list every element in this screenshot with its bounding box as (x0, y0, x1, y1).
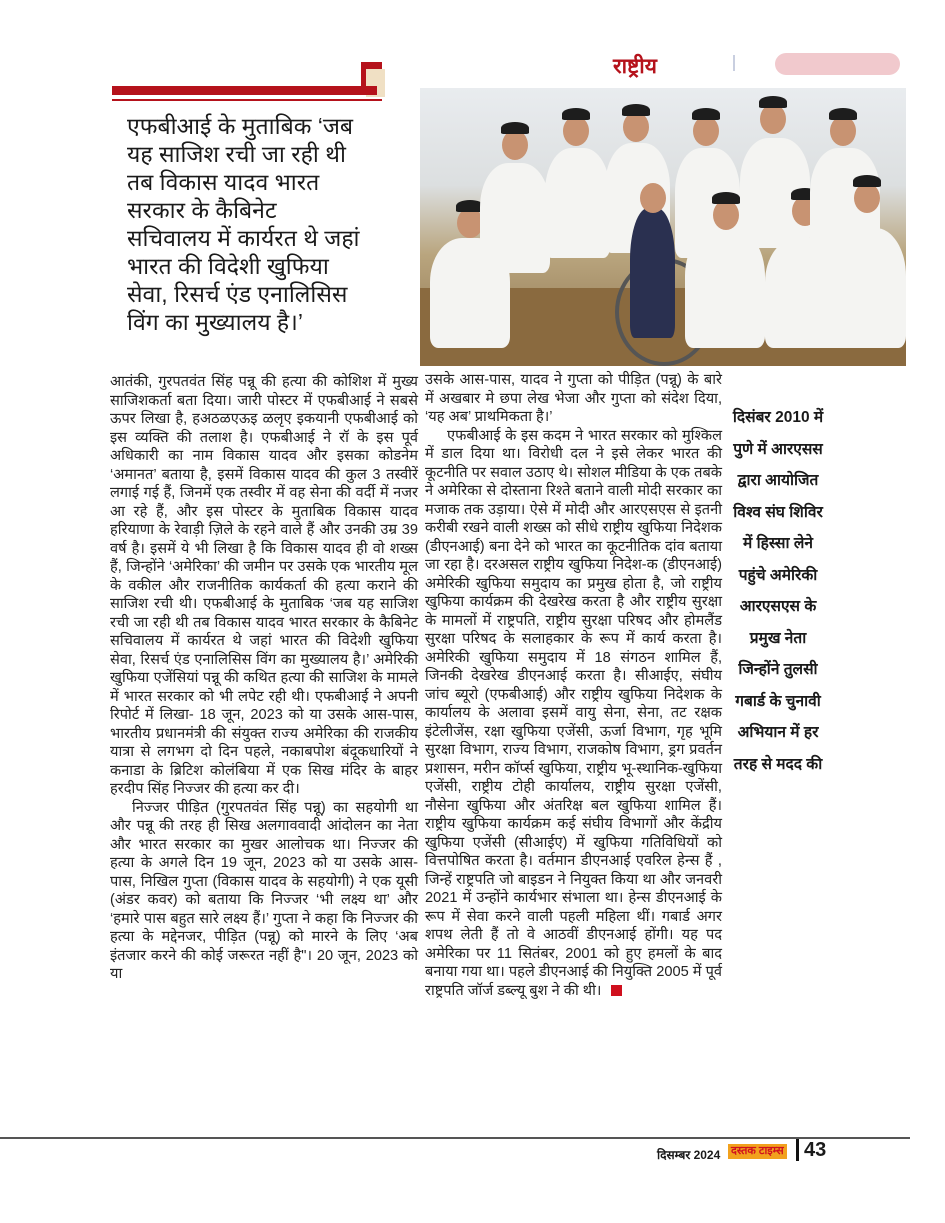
pull-quote-line: तब विकास यादव भारत (127, 169, 320, 195)
pull-quote-line: सचिवालय में कार्यरत थे जहां (127, 225, 360, 251)
group-photo (420, 88, 906, 366)
footer-rule (0, 1137, 910, 1139)
photo-head (693, 116, 719, 146)
pull-quote (127, 112, 412, 336)
caption-line: तरह से मदद की (733, 755, 823, 773)
article-column-middle (425, 371, 722, 1000)
photo-cap (712, 192, 740, 204)
caption-line: पुणे में आरएसस (733, 440, 823, 458)
caption-line: अभियान में हर (737, 724, 819, 741)
article-paragraph: आतंकी, गुरपतवंत सिंह पन्नू की हत्या की कोशिश में मुख्य साजिशकर्ता बता दिया। जारी पोस्टर में एफबीआई ने सबसे ऊपर लिखा है, हअठळएऊइ ळलृए इकयानी एफबीआई को इस व्यक्ति की तलाश है। एफबीआई ने रॉ के इस पूर्व अधिकारी का नाम विकास यादव और इसका कोडनेम ‘अमानत’ बताया है, इसमें विकास यादव की कुल 3 तस्वीरें लगाई गई हैं, जिनमें एक तस्वीर में वह सेना की वर्दी में नजर आ रहे हैं, और इस पोस्टर के मुताबिक विकास यादव हरियाणा के रेवाड़ी ज़िले के रहने वाले हैं और उनकी उम्र 39 वर्ष है। इसमें ये भी लिखा है कि विकास यादव ही वो शख्स हैं, जिन्होंने ‘अमेरिका’ की जमीन पर उसके एक भारतीय मूल के वकील और राजनीतिक कार्यकर्ता की हत्या कराने की साजिश रची थी। एफबीआई के मुताबिक ‘जब यह साजिश रची जा रही थी तब विकास यादव भारत सरकार के कैबिनेट सचिवालय में कार्यरत थे जहां भारत की विदेशी खुफिया सेवा, रिसर्च एंड एनालिसिस विंग का मुख्यालय है।’ अमेरिकी खुफिया एजेंसियां पन्नू की कथित हत्या की साजिश के मामले में भारत सरकार को भी लपेट रही थी। एफबीआई ने अपनी रिपोर्ट में लिखा- 18 जून, 2023 को या उसके आस-पास, भारतीय प्रधानमंत्री की संयुक्त राज्य अमेरिका की राजकीय यात्रा से लगभग दो दिन पहले, नकाबपोश बंदूकधारियों ने कनाडा के ब्रिटिश कोलंबिया में एक सिख मंदिर के बाहर हरदीप सिंह निज्जर की हत्या कर दी। (110, 374, 418, 797)
article-paragraph-wrap (425, 427, 722, 1001)
pull-quote-line: एफबीआई के मुताबिक ‘जब (127, 113, 354, 139)
caption-line: पहुंचे अमेरिकी (738, 566, 818, 584)
caption-line: विश्व संघ शिविर (733, 503, 823, 521)
page-number: 43 (804, 1139, 827, 1161)
caption-line: जिन्होंने तुलसी (738, 661, 818, 678)
photo-person (545, 148, 610, 258)
caption-line: गबार्ड के चुनावी (735, 692, 821, 710)
photo-cap (692, 108, 720, 120)
photo-cap (622, 104, 650, 116)
photo-cap (853, 175, 881, 187)
photo-head (830, 116, 856, 146)
photo-seated-person (630, 208, 675, 338)
section-pill-decoration (775, 53, 900, 75)
photo-head (760, 104, 786, 134)
article-paragraph: उसके आस-पास, यादव ने गुप्ता को पीड़ित (पन्नू) के बारे में अखबार मे छपा लेख भेजा और गुप्ता को संदेश दिया, ‘यह अब’ प्राथमिकता है।’ (425, 372, 722, 425)
pull-quote-line: यह साजिश रची जा रही थी (127, 141, 346, 167)
footer-divider (796, 1139, 799, 1161)
photo-head (713, 200, 739, 230)
caption-line: दिसंबर 2010 में (732, 409, 824, 426)
section-label: राष्ट्रीय (613, 55, 657, 78)
photo-caption (722, 402, 834, 780)
caption-line: प्रमुख नेता (749, 629, 807, 647)
photo-cap (759, 96, 787, 108)
magazine-logo: दस्तक टाइम्स (728, 1144, 787, 1159)
pull-quote-line: विंग का मुख्यालय है।’ (127, 309, 303, 335)
photo-cap (562, 108, 590, 120)
footer-issue-date: दिसम्बर 2024 (657, 1148, 721, 1162)
section-divider (733, 55, 735, 71)
photo-cap (829, 108, 857, 120)
caption-line: द्वारा आयोजित (737, 472, 819, 489)
photo-head (854, 183, 880, 213)
photo-head (640, 183, 666, 213)
photo-head (563, 116, 589, 146)
photo-person (830, 228, 906, 348)
caption-line: में हिस्सा लेने (743, 535, 813, 552)
pull-quote-line: सेवा, रिसर्च एंड एनालिसिस (127, 281, 348, 307)
caption-line: आरएसएस के (739, 598, 817, 615)
article-paragraph: एफबीआई के इस कदम ने भारत सरकार को मुश्किल में डाल दिया था। विरोधी दल ने इसे लेकर भारत की कूटनीति पर सवाल उठाए थे। सोशल मीडिया के एक तबके ने अमेरिका से दोस्ताना रिश्ते बताने वाली मोदी सरकार का मजाक तक उड़ाया। ऐसे में मोदी और आरएसएस से इतनी करीबी रखने वाली शख्स को सीधे राष्ट्रीय खुफिया निदेशक (डीएनआई) बना देने को भारत का कूटनीतिक दांव बताया जा रहा है। दरअसल राष्ट्रीय खुफिया निदेश-क (डीएनआई) अमेरिकी खुफिया समुदाय का प्रमुख होता है, जो राष्ट्रीय खुफिया कार्यक्रम की देखरेख करता है और राष्ट्रीय सुरक्षा के मामलों में राष्ट्रपति, राष्ट्रीय सुरक्षा परिषद और होमलैंड सुरक्षा परिषद के सलाहकार के रूप में कार्य करता है। अमेरिकी खुफिया समुदाय में 18 संगठन शामिल हैं, जिनकी देखरेख डीएनआई करता है। सीआईए, संघीय जांच ब्यूरो (एफबीआई) और राष्ट्रीय खुफिया निदेशक के कार्यालय के अलावा इसमें वायु सेना, सेना, तट रक्षक इंटेलीजेंस, रक्षा खुफिया एजेंसी, ऊर्जा विभाग, गृह भूमि सुरक्षा विभाग, राज्य विभाग, राजकोष विभाग, ड्रग प्रवर्तन प्रशासन, मरीन कॉर्प्स खुफिया, राष्ट्रीय भू-स्थानिक-खुफिया एजेंसी, राष्ट्रीय टोही कार्यालय, राष्ट्रीय सुरक्षा एजेंसी, नौसेना खुफिया और अंतरिक्ष बल खुफिया शामिल हैं। राष्ट्रीय खुफिया कार्यक्रम कई संघीय विभागों और केंद्रीय खुफिया एजेंसी (सीआईए) में खुफिया गतिविधियों को वित्तपोषित करता है। वर्तमान डीएनआई एवरिल हेन्स हैं , जिन्हें राष्ट्रपति जो बाइडन ने नियुक्त किया था और जनवरी 2021 में उन्होंने कार्यभार संभाला था। हेन्स डीएनआई के रूप में सेवा करने वाली पहली महिला थीं। गबार्ड अगर शपथ लेती हैं तो वे आठवीं डीएनआई होंगी। यह पद अमेरिका पर 11 सितंबर, 2001 को हुए हमलों के बाद बनाया गया था। पहले डीएनआई की नियुक्ति 2005 में पूर्व राष्ट्रपति जॉर्ज डब्ल्यू बुश ने की थी। (425, 427, 722, 999)
pull-quote-line: भारत की विदेशी खुफिया (127, 253, 329, 279)
decorative-rule-thin (112, 99, 382, 101)
decorative-rule-thick (112, 86, 377, 95)
photo-head (623, 112, 649, 142)
photo-person (480, 163, 550, 273)
pull-quote-line: सरकार के कैबिनेट (127, 197, 277, 223)
article-column-left (110, 373, 418, 984)
article-paragraph: निज्जर पीड़ित (गुरपतवंत सिंह पन्नू) का सहयोगी था और पन्नू की तरह ही सिख अलगाववादी आंदोलन का नेता और भारत सरकार का मुखर आलोचक था। निज्जर की हत्या के अगले दिन 19 जून, 2023 को या उसके आस-पास, निखिल गुप्ता (विकास यादव के सहयोगी) ने एक यूसी (अंडर कवर) को बताया कि निज्जर ‘भी लक्ष्य था’ और ‘हमारे पास बहुत सारे लक्ष्य हैं।’ गुप्ता ने कहा कि निज्जर की हत्या के मद्देनजर, पीड़ित (पन्नू) को मारने के लिए ‘अब इंतजार करने की कोई जरूरत नहीं है"। 20 जून, 2023 को या (110, 799, 418, 982)
photo-head (502, 130, 528, 160)
end-of-article-square-icon (611, 985, 622, 996)
photo-cap (501, 122, 529, 134)
